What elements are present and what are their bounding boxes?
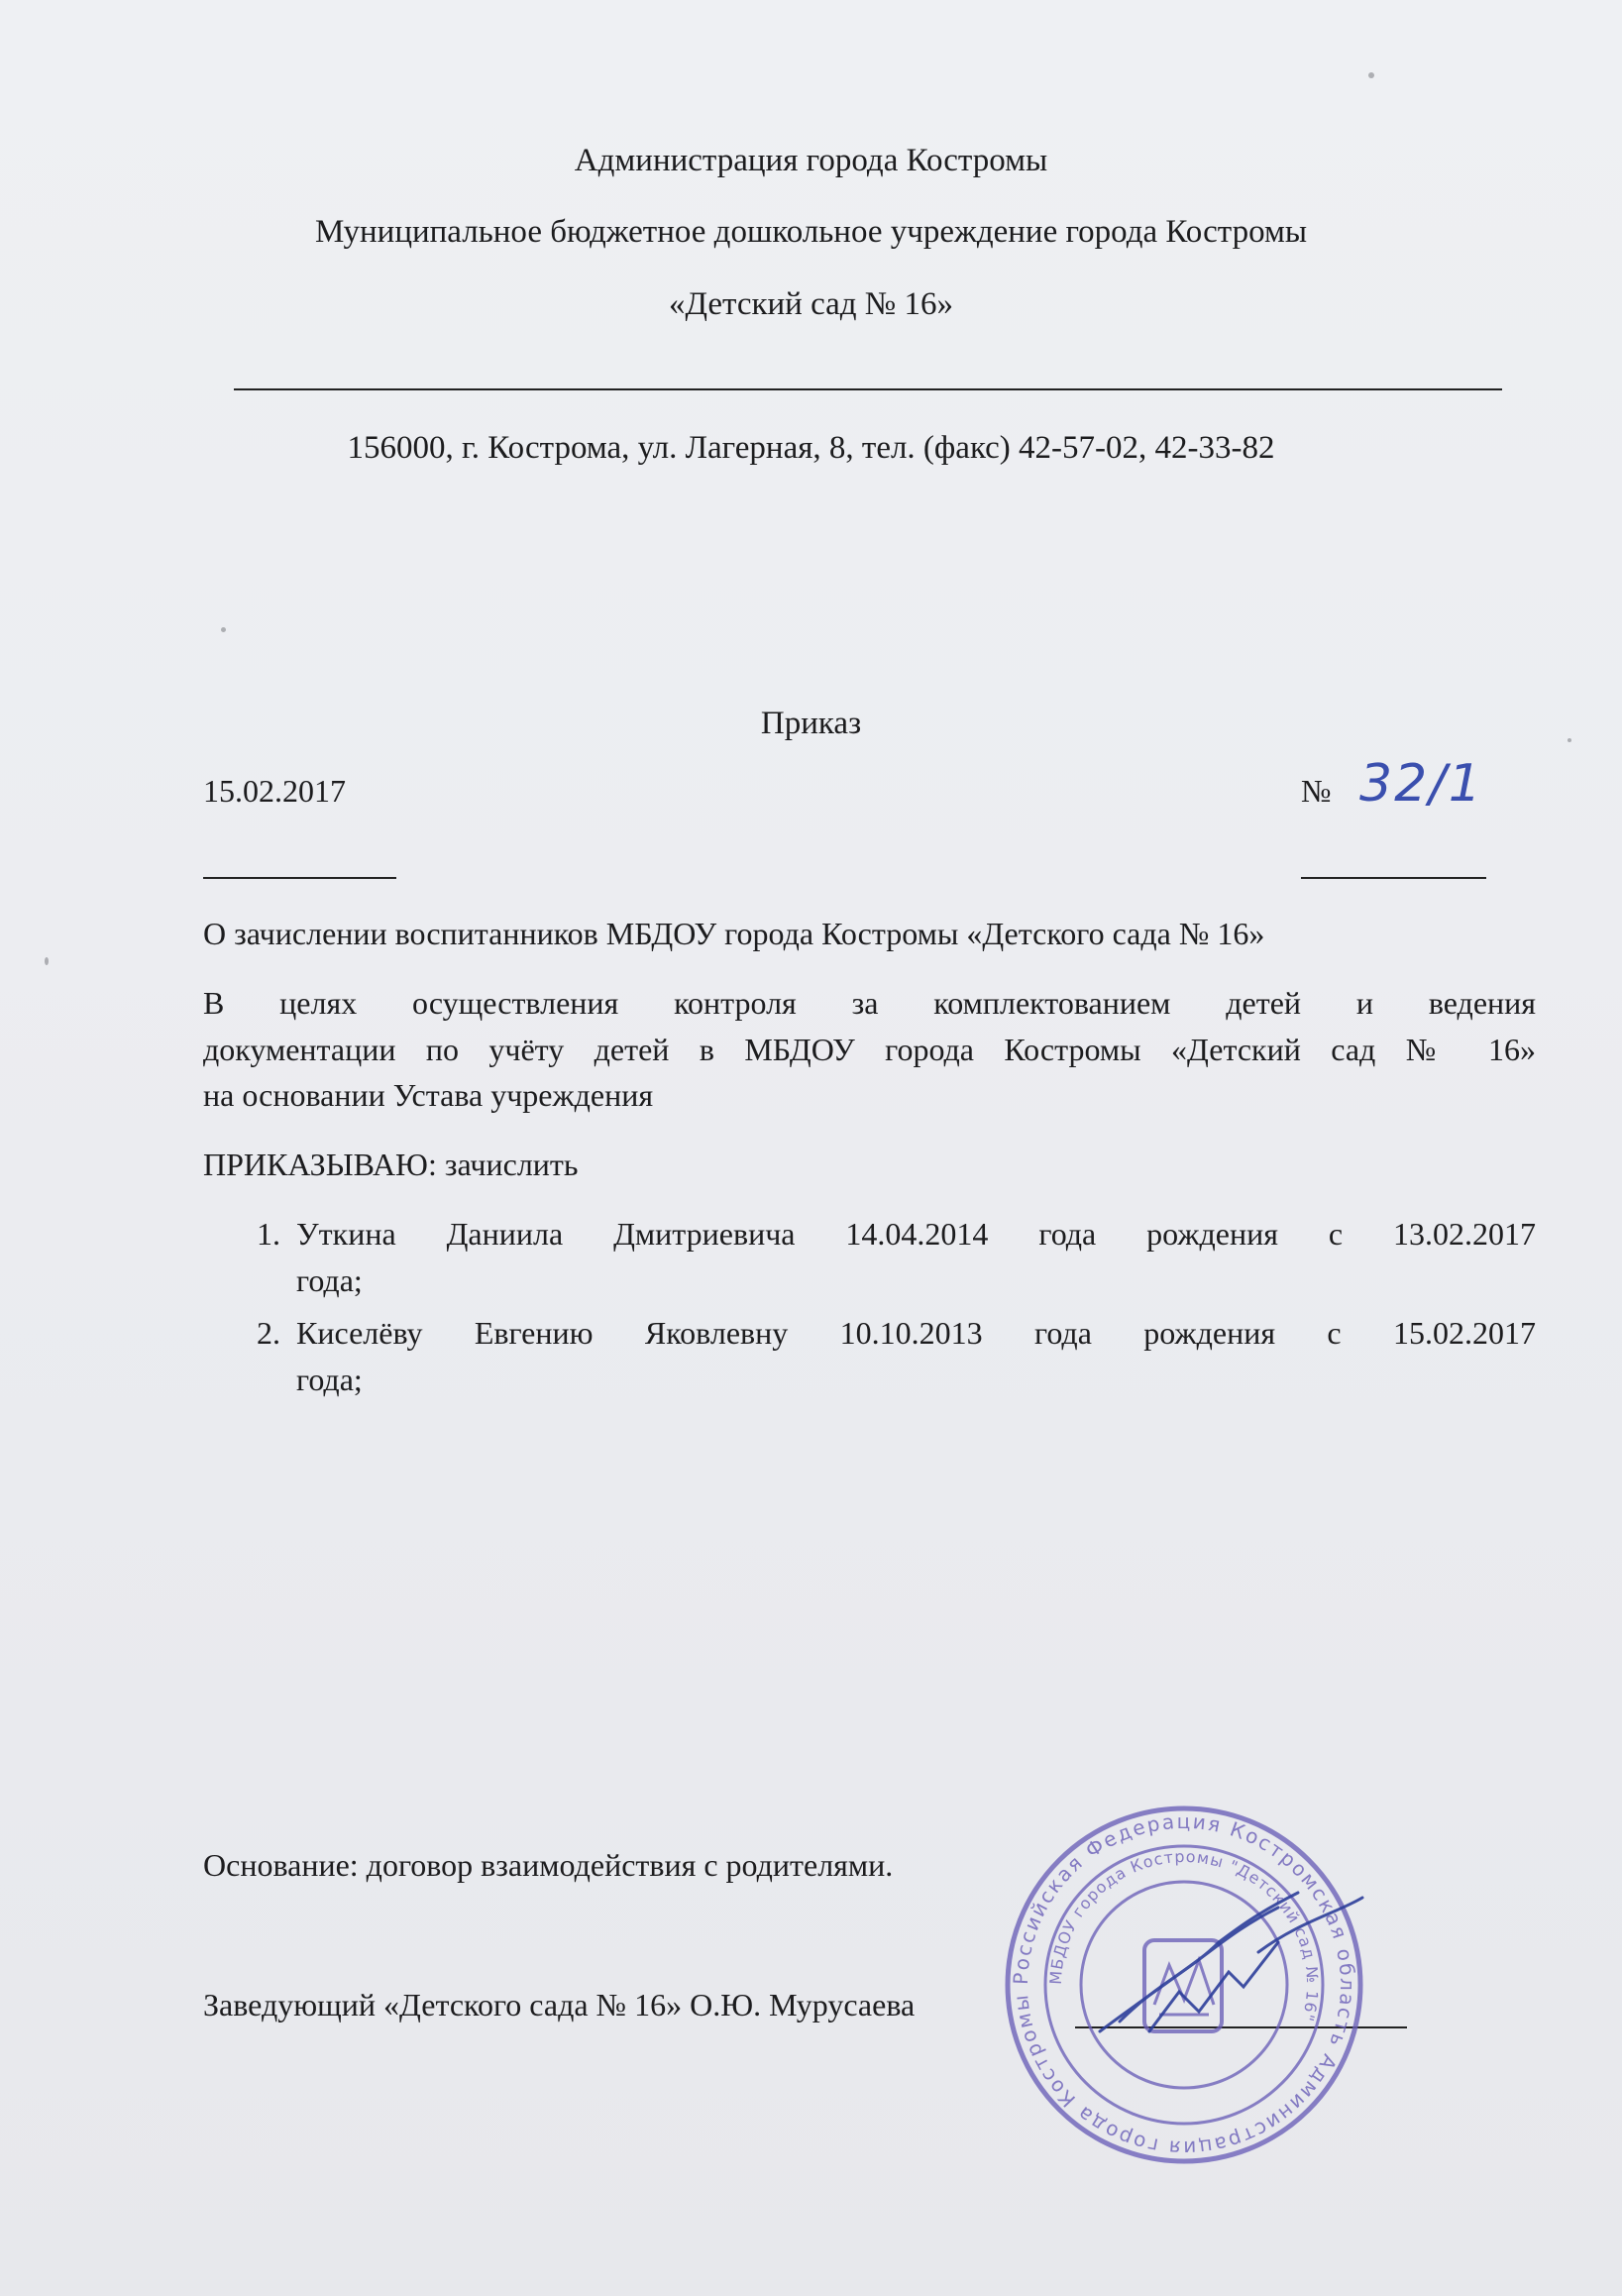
list-item-line-2: года; (296, 1262, 363, 1298)
list-item-line-1: Киселёву Евгению Яковлевну 10.10.2013 года рождения с 15.02.2017 (296, 1315, 1536, 1351)
order-subject: О зачислении воспитанников МБДОУ города Костромы «Детского сада № 16» (203, 916, 1265, 951)
institution-short-name: «Детский сад № 16» (668, 286, 954, 322)
institution-address: 156000, г. Кострома, ул. Лагерная, 8, тел. (факс) 42-57-02, 42-33-82 (347, 430, 1275, 466)
preamble-line-3: на основании Устава учреждения (203, 1077, 654, 1113)
order-date: 15.02.2017 (203, 773, 346, 809)
number-underline (1301, 877, 1486, 879)
scan-speck (45, 957, 49, 965)
order-number-handwritten: 32/1 (1359, 754, 1483, 814)
handwritten-signature (1080, 1883, 1377, 2061)
preamble-line-2: документации по учёту детей в МБДОУ города Костромы «Детский сад № 16» (203, 1032, 1536, 1067)
seal-outer-text: Российская Федерация Костромская область Администрация города Костромы (1008, 1808, 1360, 2161)
preamble-line-1: В целях осуществления контроля за комплектованием детей и ведения (203, 985, 1536, 1021)
scan-speck (1368, 72, 1374, 78)
institution-name: Муниципальное бюджетное дошкольное учреждение города Костромы (314, 214, 1308, 250)
order-directive: ПРИКАЗЫВАЮ: зачислить (203, 1147, 579, 1182)
date-underline (203, 877, 396, 879)
list-item-number: 1. (257, 1216, 280, 1252)
order-title: Приказ (760, 706, 862, 741)
list-item-line-2: года; (296, 1362, 363, 1397)
list-item-line-1: Уткина Даниила Дмитриевича 14.04.2014 года рождения с 13.02.2017 (296, 1216, 1536, 1252)
seal-inner-text: МБДОУ города Костромы "Детский сад № 16" (1045, 1846, 1323, 2024)
list-item-number: 2. (257, 1315, 280, 1351)
scan-speck (221, 627, 226, 632)
order-basis: Основание: договор взаимодействия с родителями. (203, 1847, 894, 1883)
signatory-line: Заведующий «Детского сада № 16» О.Ю. Мурусаева (203, 1987, 916, 2023)
authority-name: Администрация города Костромы (574, 143, 1048, 178)
header-divider (234, 388, 1502, 390)
order-number-sign: № (1301, 773, 1332, 809)
